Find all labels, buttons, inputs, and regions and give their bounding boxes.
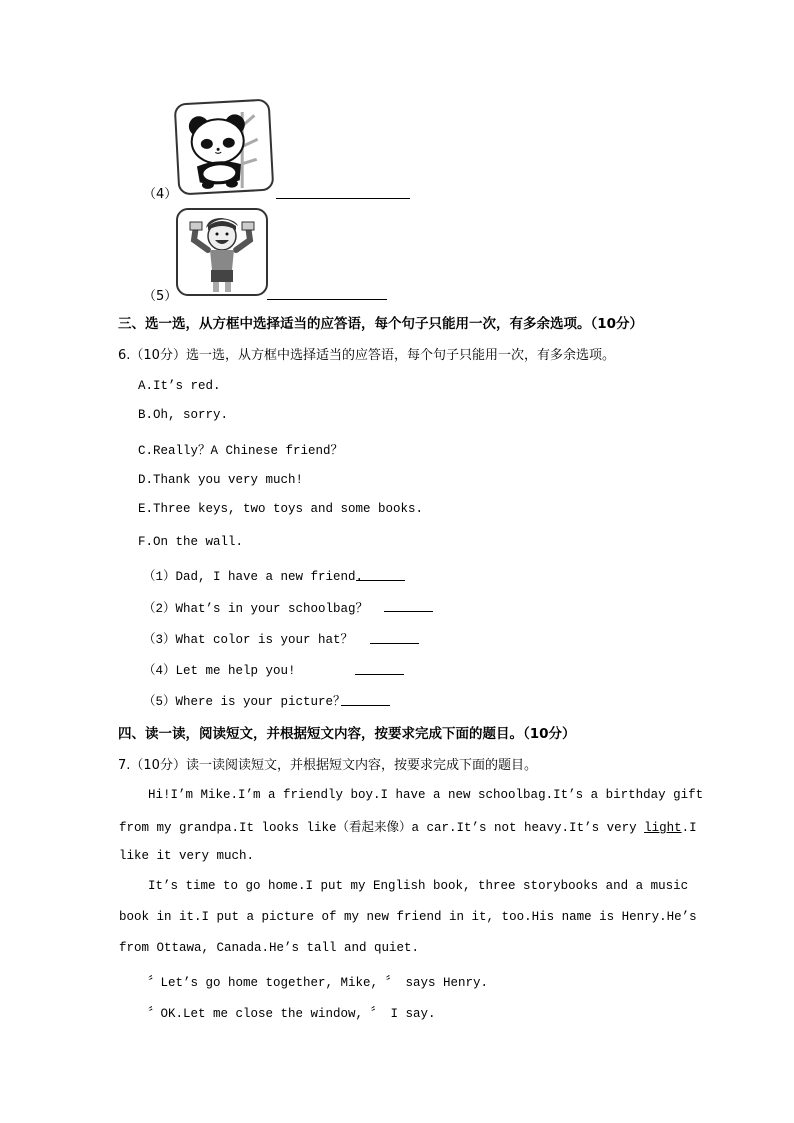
underlined-word: light <box>644 821 682 835</box>
option-a: A.It’s red. <box>138 379 221 393</box>
panda-icon <box>176 101 272 194</box>
passage-line: like it very much. <box>119 849 255 863</box>
passage-line: 〞Let’s go home together, Mike, 〞 says Henry. <box>148 976 489 990</box>
answer-blank[interactable] <box>370 642 419 644</box>
passage-line: It’s time to go home.I put my English book, three storybooks and a music <box>148 879 689 893</box>
answer-blank[interactable] <box>384 610 433 612</box>
question-text: （3）What color is your hat？ <box>143 633 354 647</box>
option-c: C.Really？A Chinese friend？ <box>138 444 344 458</box>
answer-blank[interactable] <box>355 673 404 675</box>
question-text: （2）What’s in your schoolbag？ <box>143 602 369 616</box>
question-text: （5）Where is your picture？ <box>143 695 346 709</box>
question-6-intro: 6.（10分）选一选，从方框中选择适当的应答语，每个句子只能用一次，有多余选项。 <box>118 348 615 363</box>
boy-flexing-icon <box>178 210 266 294</box>
question-7-intro: 7.（10分）读一读阅读短文，并根据短文内容，按要求完成下面的题目。 <box>118 758 537 773</box>
item-number: （4） <box>143 187 178 202</box>
option-f: F.On the wall. <box>138 535 244 549</box>
question-text: （1）Dad, I have a new friend. <box>143 570 364 584</box>
passage-line: Hi!I’m Mike.I’m a friendly boy.I have a new schoolbag.It’s a birthday gift <box>148 788 704 802</box>
passage-text: .I <box>681 821 697 835</box>
panda-image <box>174 99 275 196</box>
section-3-heading: 三、选一选，从方框中选择适当的应答语，每个句子只能用一次，有多余选项。（10分） <box>118 316 644 332</box>
option-b: B.Oh, sorry. <box>138 408 229 422</box>
answer-blank[interactable] <box>276 197 410 199</box>
item-number: （5） <box>143 289 178 304</box>
option-d: D.Thank you very much! <box>138 473 304 487</box>
passage-line <box>119 817 697 835</box>
section-4-heading: 四、读一读，阅读短文，并根据短文内容，按要求完成下面的题目。（10分） <box>118 726 576 742</box>
answer-blank[interactable] <box>356 579 405 581</box>
question-text: （4）Let me help you! <box>143 664 296 678</box>
passage-line: 〞OK.Let me close the window, 〞 I say. <box>148 1007 436 1021</box>
option-e: E.Three keys, two toys and some books. <box>138 502 424 516</box>
passage-line: book in it.I put a picture of my new friend in it, too.His name is Henry.He’s <box>119 910 697 924</box>
boy-image <box>176 208 268 296</box>
answer-blank[interactable] <box>341 704 390 706</box>
passage-line: from Ottawa, Canada.He’s tall and quiet. <box>119 941 420 955</box>
answer-blank[interactable] <box>267 298 387 300</box>
passage-text: from my grandpa.It looks like（看起来像）a car.It’s not heavy.It’s very <box>119 821 645 835</box>
